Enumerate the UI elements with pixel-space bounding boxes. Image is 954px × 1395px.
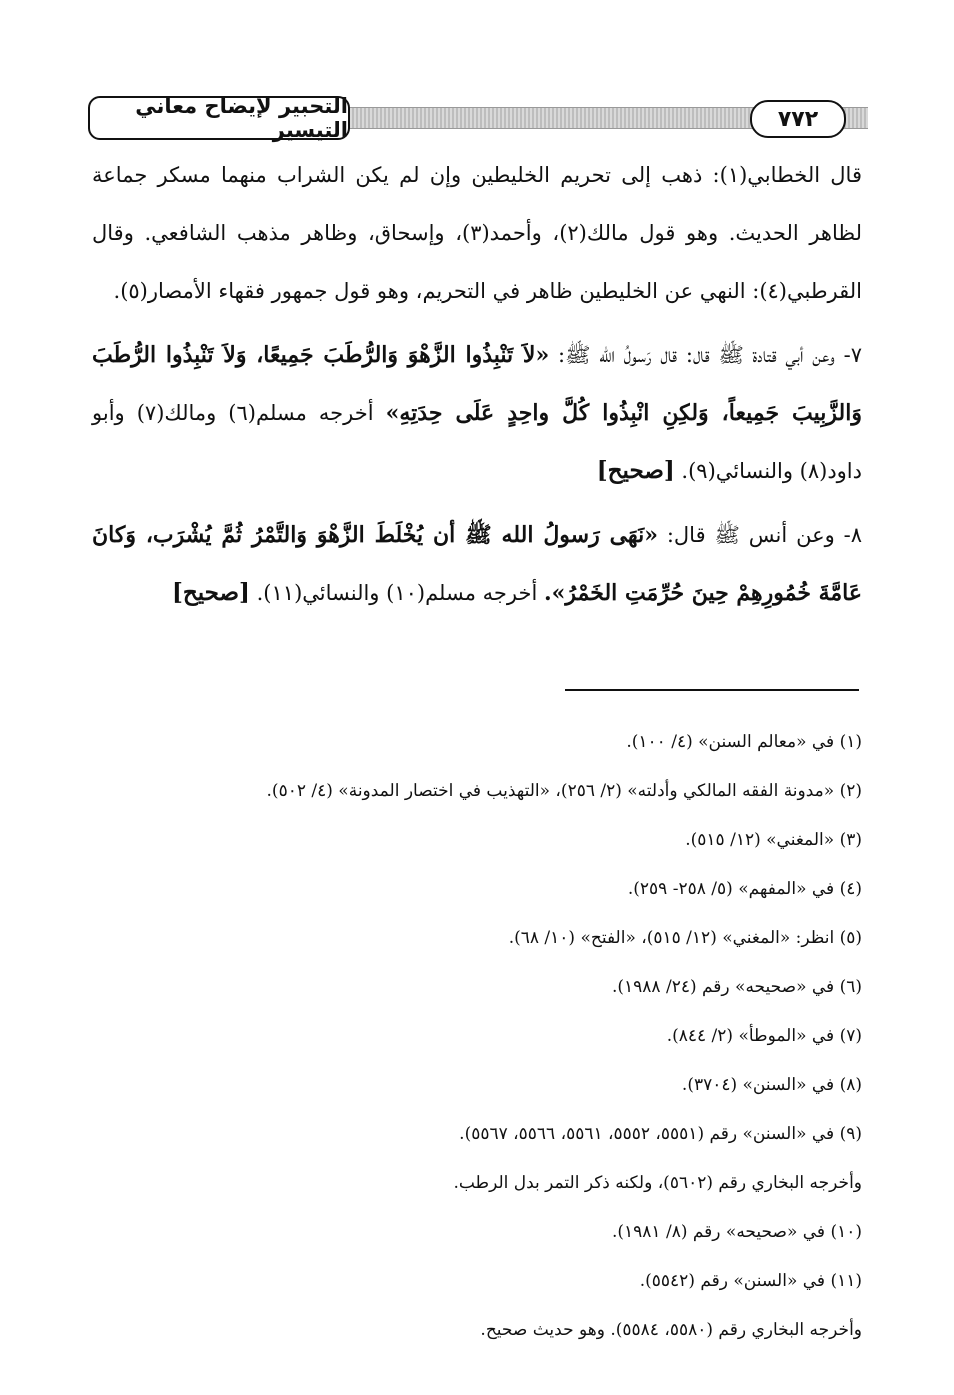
footnote: (٢) «مدونة الفقه المالكي وأدلته» (٢/ ٢٥٦)، «التهذيب في اختصار المدونة» (٤/ ٥٠٢).	[266, 781, 862, 801]
hadith-7	[92, 326, 862, 500]
footnote: (٣) «المغني» (١٢/ ٥١٥).	[685, 830, 862, 850]
footnote: (٤) في «المفهم» (٥/ ٢٥٨- ٢٥٩).	[627, 879, 862, 899]
footnote: (١) في «معالم السنن» (٤/ ١٠٠).	[626, 732, 862, 752]
footnote: (١٠) في «صحيحه» رقم (٨/ ١٩٨١).	[611, 1222, 862, 1242]
footnote-continuation: وأخرجه البخاري رقم (٥٦٠٢)، ولكنه ذكر التمر بدل الرطب.	[453, 1173, 862, 1193]
footnote: (٥) انظر: «المغني» (١٢/ ٥١٥)، «الفتح» (١٠/ ٦٨).	[508, 928, 862, 948]
footnote-divider	[565, 689, 859, 691]
hadith-8-grade: [صحيح]	[172, 579, 250, 606]
hadith-8-source: أخرجه مسلم(١٠) والنسائي(١١).	[256, 581, 538, 605]
main-text	[92, 146, 862, 628]
hadith-7-text: «لاَ تَنْبِذُوا الزَّهْوَ وَالرُّطَبَ جَمِيعًا، وَلاَ تَنْبِذُوا الرُّطَبَ وَالزَّبِيبَ جَمِيعاً، وَلكِنِ انْبِذُوا كُلَّ واحِدٍ عَلَى حِدَتِهِ»	[92, 342, 862, 426]
hadith-8-text: «نَهَى رَسولُ الله ﷺ أن يُخْلَطَ الزَّهْوَ وَالتَّمْرُ ثُمَّ يُشْرَب، وَكانَ عَامَّةَ خُمُورِهِمْ حِينَ حُرِّمَتِ الخَمْرُ».	[92, 522, 862, 606]
page-number: ٧٧٢	[750, 100, 846, 138]
footnote: (٦) في «صحيحه» رقم (٢٤/ ١٩٨٨).	[611, 977, 862, 997]
hadith-7-source: أخرجه مسلم(٦) ومالك(٧) وأبو داود(٨) والنسائي(٩).	[92, 401, 862, 483]
footnote-continuation: وأخرجه البخاري رقم (٥٥٨٠، ٥٥٨٤). وهو حديث صحيح.	[480, 1320, 862, 1340]
footnote: (١١) في «السنن» رقم (٥٥٤٢).	[639, 1271, 862, 1291]
hadith-8	[92, 506, 862, 622]
footnote: (٩) في «السنن» رقم (٥٥٥١، ٥٥٥٢، ٥٥٦١، ٥٥٦٦، ٥٥٦٧).	[459, 1124, 862, 1144]
footnote: (٧) في «الموطأ» (٢/ ٨٤٤).	[666, 1026, 862, 1046]
paragraph-khattabi: قال الخطابي(١): ذهب إلى تحريم الخليطين وإن لم يكن الشراب منهما مسكر جماعة لظاهر الحديث. وهو قول مالك(٢)، وأحمد(٣)، وإسحاق، وظاهر مذهب الشافعي. وقال القرطبي(٤): النهي عن الخليطين ظاهر في التحريم، وهو قول جمهور فقهاء الأمصار(٥).	[92, 163, 862, 303]
hadith-8-intro: ٨- وعن أنس ﷺ قال:	[666, 523, 863, 547]
footnotes	[92, 722, 862, 1359]
page-header	[88, 96, 868, 140]
book-title: التحبير لإيضاح معاني التيسير	[88, 96, 350, 140]
footnote: (٨) في «السنن» (٣٧٠٤).	[681, 1075, 862, 1095]
hadith-7-grade: [صحيح]	[596, 457, 675, 484]
hadith-7-intro: ٧- وعن أبي قتادة ﷺ قال: قال رَسولُ الله ﷺ:	[558, 343, 862, 367]
